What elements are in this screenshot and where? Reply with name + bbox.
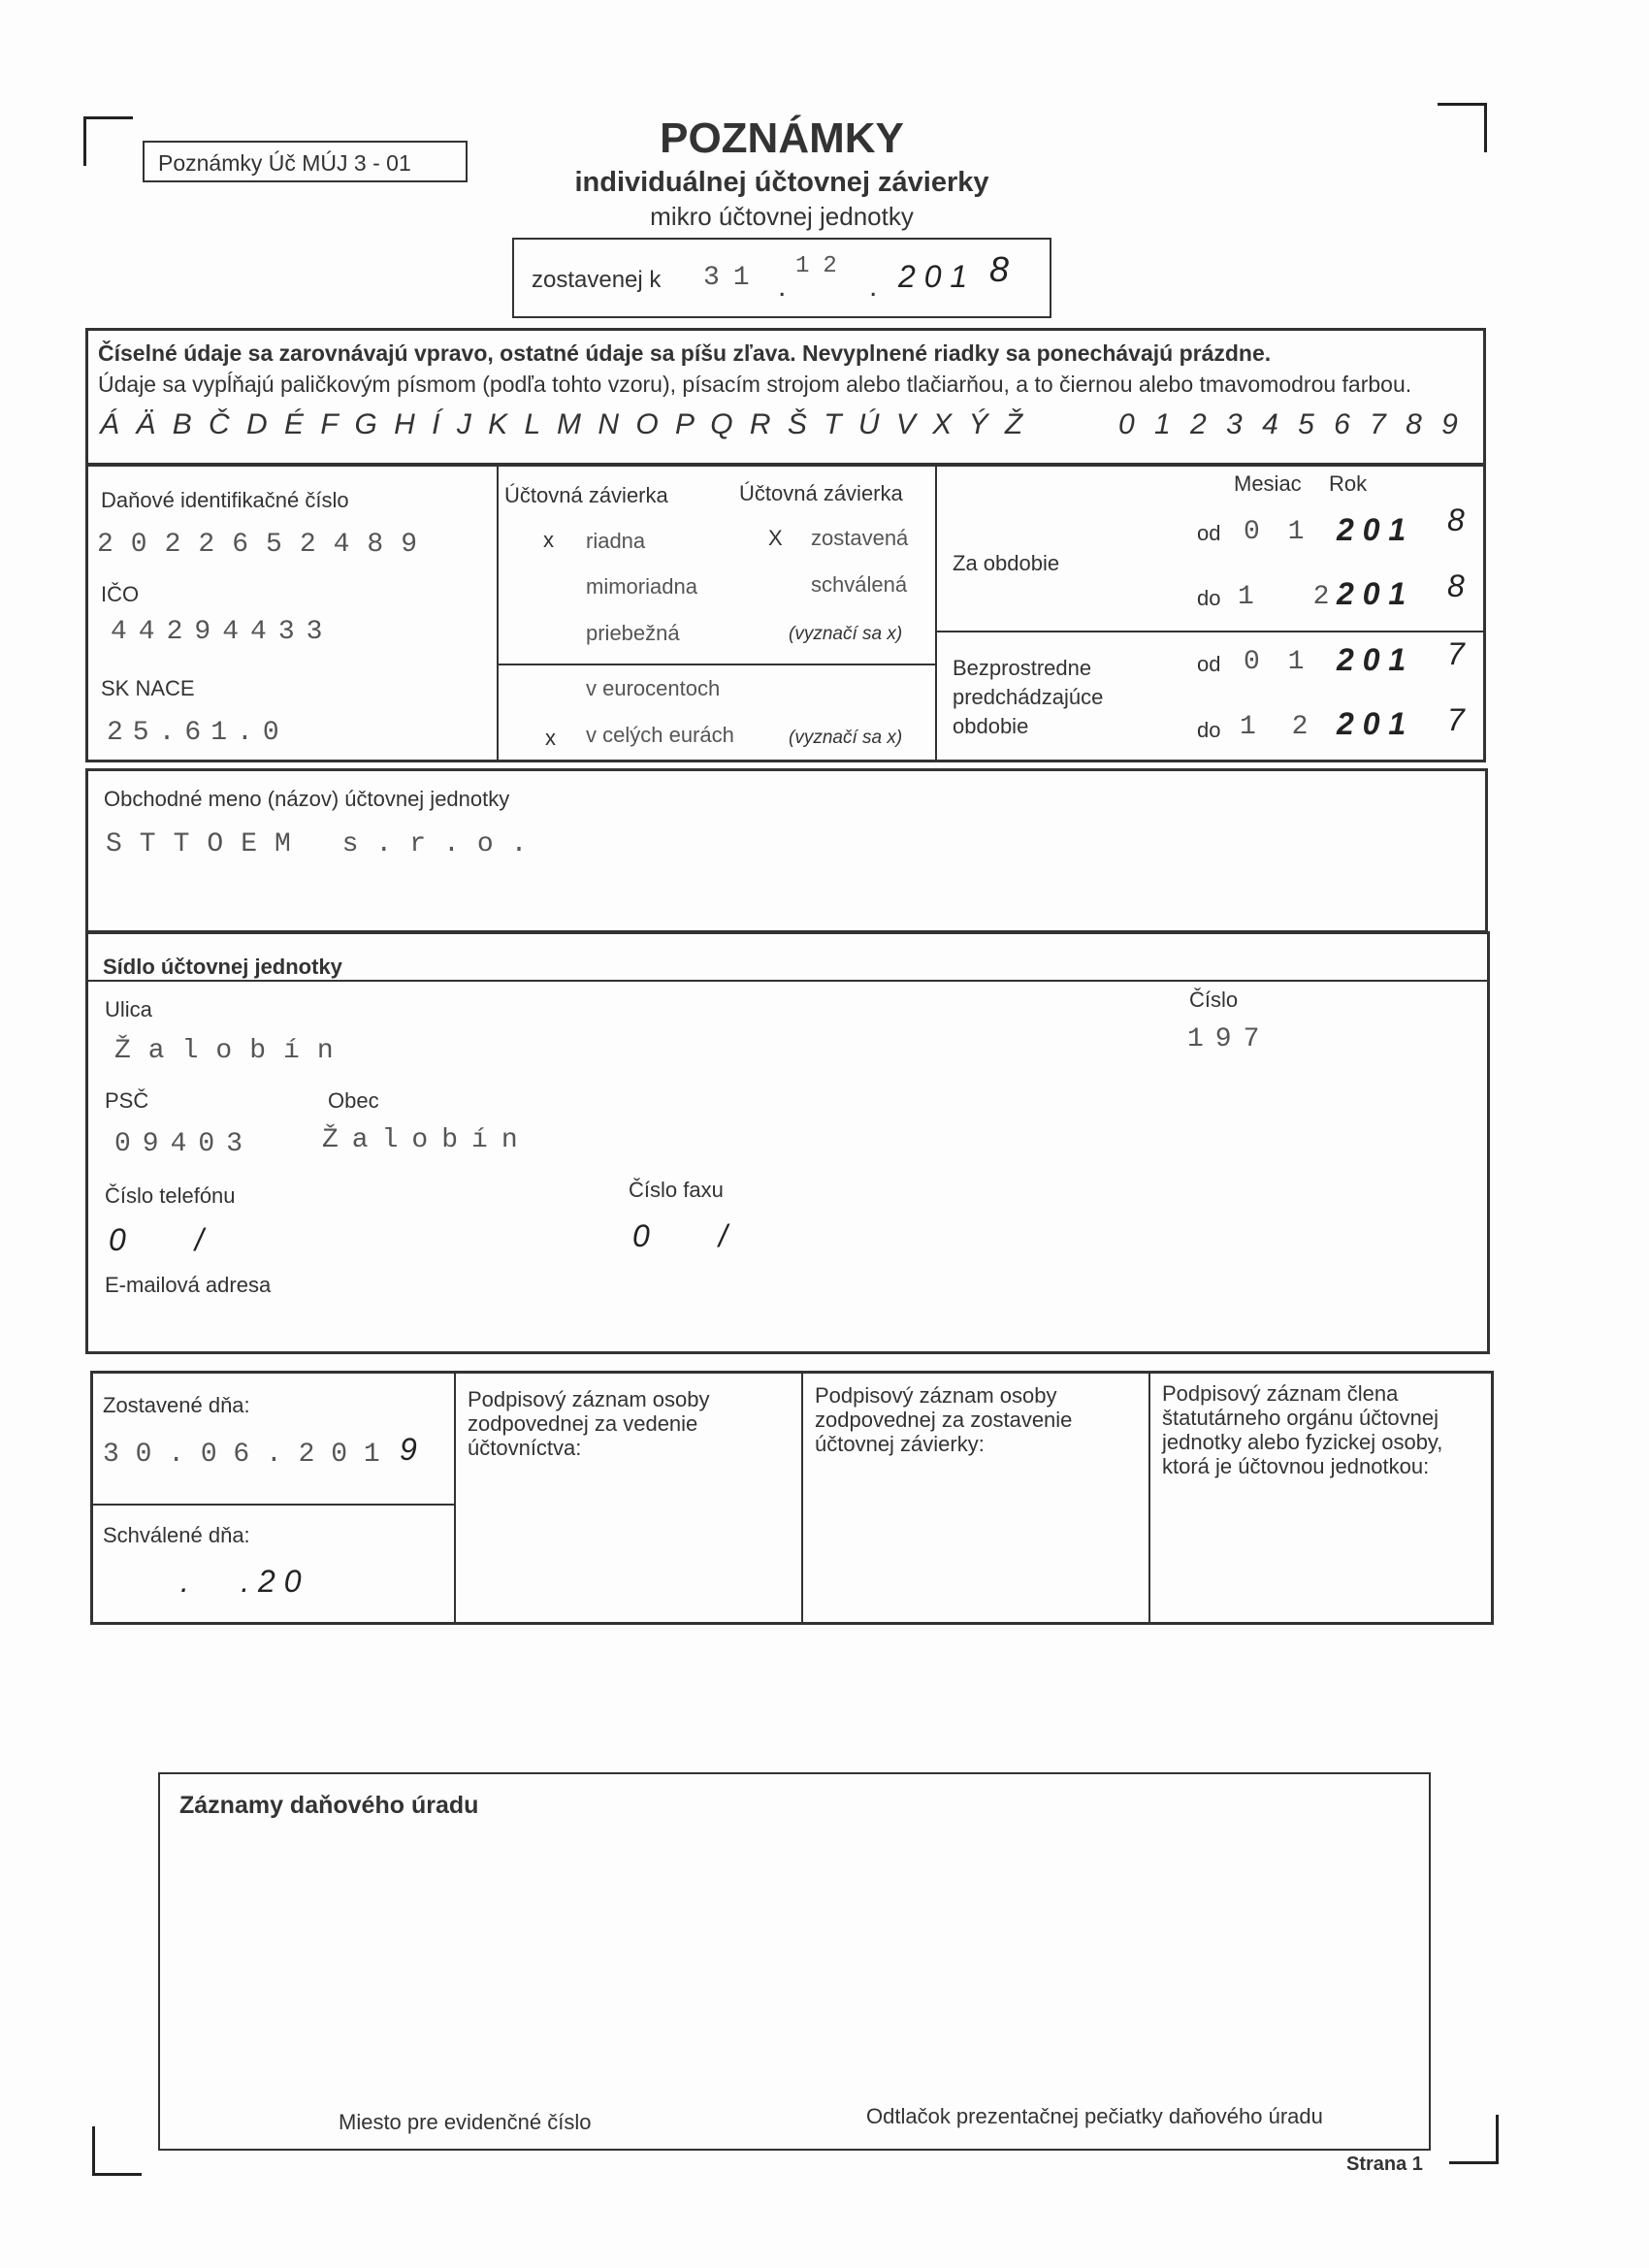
divider [87,980,1488,982]
current-period-label: Za obdobie [953,551,1060,575]
from-label: od [1197,652,1221,676]
unit-note: (vyznačí sa x) [789,728,903,748]
signature-accounting[interactable]: Podpisový záznam osoby zodpovednej za vedenie účtovníctva: [468,1387,710,1460]
compiled-date-box [512,238,1051,318]
current-from-year-last: 8 [1447,502,1465,537]
dic-label: Daňové identifikačné číslo [101,488,349,512]
divider [497,466,499,761]
date-separator: . [778,271,787,303]
dic-value: 2022652489 [97,530,436,560]
divider [935,631,1486,632]
instructions-line-1: Číselné údaje sa zarovnávajú vpravo, ostatné údaje sa píšu zľava. Nevyplnené riadky sa ponechávajú prázdne. [98,340,1272,366]
city-label: Obec [328,1088,379,1113]
seat-heading: Sídlo účtovnej jednotky [103,955,342,979]
previous-to-year: 2 0 1 [1337,706,1406,741]
zip-label: PSČ [105,1088,149,1113]
nace-label: SK NACE [101,676,195,700]
divider [454,1373,456,1623]
number-value: 197 [1187,1024,1272,1054]
signature-compiler[interactable]: Podpisový záznam osoby zodpovednej za zostavenie účtovnej závierky: [815,1383,1073,1456]
current-to-year-last: 8 [1447,568,1465,603]
compiled-label: zostavenej k [532,267,662,293]
previous-from-year-last: 7 [1447,636,1465,671]
current-from-year: 2 0 1 [1337,512,1406,547]
page-subtitle: individuálnej účtovnej závierky [574,167,989,198]
page-number: Strana 1 [1346,2154,1423,2175]
business-name-block [85,768,1488,933]
city-value: Žalobín [322,1125,532,1155]
divider [497,664,935,665]
ico-label: IČO [101,582,140,606]
type-priebezna: priebežná [586,621,680,645]
year-label: Rok [1329,471,1368,496]
compiled-year-last: 8 [989,249,1010,289]
current-to-year: 2 0 1 [1337,576,1406,611]
date-separator: . [869,271,878,303]
nace-value: 25.61.0 [107,718,289,748]
street-label: Ulica [105,997,152,1021]
month-label: Mesiac [1234,471,1302,496]
fax-value: 0 / [632,1218,728,1253]
form-code: Poznámky Úč MÚJ 3 - 01 [158,150,411,176]
seat-block [85,931,1490,1354]
unit-euros: v celých eurách [586,723,734,747]
divider [1148,1373,1150,1623]
previous-period-label: Bezprostredne predchádzajúce obdobie [953,656,1104,738]
approved-on-label: Schválené dňa: [103,1523,250,1547]
state-zostavena: zostavená [811,526,909,550]
email-label: E-mailová adresa [105,1273,272,1297]
current-from-month: 0 1 [1244,517,1310,547]
zip-value: 09403 [114,1129,255,1159]
street-value: Žalobín [114,1036,351,1066]
sample-digits: 0 1 2 3 4 5 6 7 8 9 [1118,408,1458,440]
compiled-on-label: Zostavené dňa: [103,1393,250,1417]
statement-state-label: Účtovná závierka [739,481,903,505]
compiled-year: 2 0 1 [898,259,968,294]
stamp-label: Odtlačok prezentačnej pečiatky daňového úradu [866,2104,1323,2128]
divider [801,1373,803,1623]
approved-on-date: . . 2 0 [180,1564,302,1599]
tax-office-heading: Záznamy daňového úradu [179,1792,479,1819]
instructions-line-2: Údaje sa vypĺňajú paličkovým písmom (podľa tohto vzoru), písacím strojom alebo tlačiarňou, a to čiernou alebo tmavomodrou farbou. [98,372,1412,397]
page-title: POZNÁMKY [660,114,904,162]
type-riadna: riadna [586,529,646,553]
previous-from-month: 0 1 [1244,647,1310,677]
divider [92,1504,454,1506]
business-name-label: Obchodné meno (názov) účtovnej jednotky [104,787,510,811]
unit-eurocents: v eurocentoch [586,676,721,700]
business-name-value: STTOEM s.r.o. [106,829,545,859]
fax-label: Číslo faxu [629,1178,724,1202]
compiled-on-year-last: 9 [400,1432,417,1467]
corner-mark [92,2126,142,2176]
number-label: Číslo [1189,988,1239,1012]
compiled-on-date: 3 0 . 0 6 . 2 0 1 [103,1440,380,1470]
state-mark: X [768,526,783,550]
state-schvalena: schválená [811,572,908,597]
mark-note: (vyznačí sa x) [789,624,903,644]
from-label: od [1197,521,1221,545]
unit-mark: x [545,726,556,750]
compiled-day: 31 [703,263,763,293]
compiled-month: 12 [795,253,851,279]
phone-value: 0 / [109,1222,204,1257]
signature-statutory[interactable]: Podpisový záznam člena štatutárneho orgánu účtovnej jednotky alebo fyzickej osoby, ktorá je účtovnou jednotkou: [1162,1381,1443,1478]
type-mark: x [543,528,554,552]
previous-to-month: 1 2 [1240,712,1318,742]
sample-letters: Á Ä B Č D É F G H Í J K L M N O P Q R Š T Ú V X Ý Ž [100,408,1023,440]
statement-type-label: Účtovná závierka [504,483,668,507]
corner-mark [1449,2115,1499,2164]
previous-to-year-last: 7 [1447,702,1465,737]
instructions-box [85,328,1486,466]
current-to-month: 1 2 [1238,582,1351,612]
to-label: do [1197,718,1221,742]
tax-office-block [158,1772,1431,2151]
to-label: do [1197,586,1221,610]
phone-label: Číslo telefónu [105,1183,236,1208]
previous-from-year: 2 0 1 [1337,642,1406,677]
registration-number-label: Miesto pre evidenčné číslo [339,2110,592,2134]
type-mimoriadna: mimoriadna [586,574,697,599]
ico-value: 44294433 [111,617,335,647]
divider [935,466,937,761]
page-subtitle-2: mikro účtovnej jednotky [650,202,914,231]
